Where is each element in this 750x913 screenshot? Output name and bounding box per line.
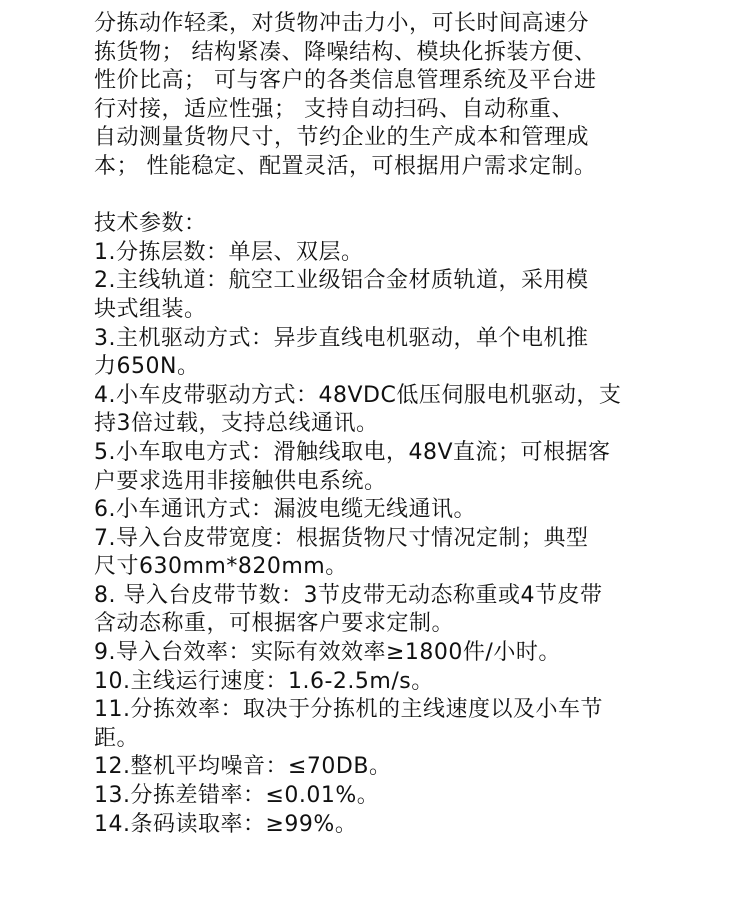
- param-line: 7.导入台皮带宽度：根据货物尺寸情况定制；典型: [94, 525, 589, 551]
- param-line: 10.主线运行速度：1.6-2.5m/s。: [94, 668, 434, 694]
- param-line: 12.整机平均噪音：≤70DB。: [94, 754, 392, 780]
- params-title: 技术参数：: [94, 211, 207, 237]
- document-body: [94, 10, 734, 839]
- intro-line: 自动测量货物尺寸，节约企业的生产成本和管理成: [94, 125, 590, 151]
- param-line: 含动态称重，可根据客户要求定制。: [94, 611, 455, 637]
- paragraph-gap: [94, 182, 734, 211]
- intro-line: 拣货物； 结构紧凑、降噪结构、模块化拆装方便、: [94, 39, 597, 65]
- param-line: 2.主线轨道：航空工业级铝合金材质轨道，采用模: [94, 268, 589, 294]
- param-line: 8. 导入台皮带节数：3节皮带无动态称重或4节皮带: [94, 582, 603, 608]
- param-line: 6.小车通讯方式：漏波电缆无线通讯。: [94, 497, 476, 523]
- param-line: 户要求选用非接触供电系统。: [94, 468, 387, 494]
- intro-line: 分拣动作轻柔，对货物冲击力小，可长时间高速分: [94, 11, 590, 36]
- param-line: 距。: [94, 725, 140, 751]
- param-line: 14.条码读取率：≥99%。: [94, 811, 358, 837]
- param-line: 11.分拣效率：取决于分拣机的主线速度以及小车节: [94, 697, 603, 723]
- param-line: 3.主机驱动方式：异步直线电机驱动，单个电机推: [94, 325, 589, 351]
- intro-line: 本； 性能稳定、配置灵活，可根据用户需求定制。: [94, 153, 597, 179]
- param-line: 1.分拣层数：单层、双层。: [94, 239, 364, 265]
- param-line: 5.小车取电方式：滑触线取电，48V直流；可根据客: [94, 439, 611, 465]
- param-line: 9.导入台效率：实际有效效率≥1800件/小时。: [94, 640, 561, 666]
- param-line: 块式组装。: [94, 296, 207, 322]
- intro-line: 性价比高； 可与客户的各类信息管理系统及平台进: [94, 68, 597, 94]
- param-line: 力650N。: [94, 354, 200, 380]
- intro-line: 行对接，适应性强； 支持自动扫码、自动称重、: [94, 96, 574, 122]
- param-line: 4.小车皮带驱动方式：48VDC低压伺服电机驱动，支: [94, 382, 622, 408]
- param-line: 13.分拣差错率：≤0.01%。: [94, 783, 380, 809]
- param-line: 持3倍过载，支持总线通讯。: [94, 411, 379, 437]
- param-line: 尺寸630mm*820mm。: [94, 554, 348, 580]
